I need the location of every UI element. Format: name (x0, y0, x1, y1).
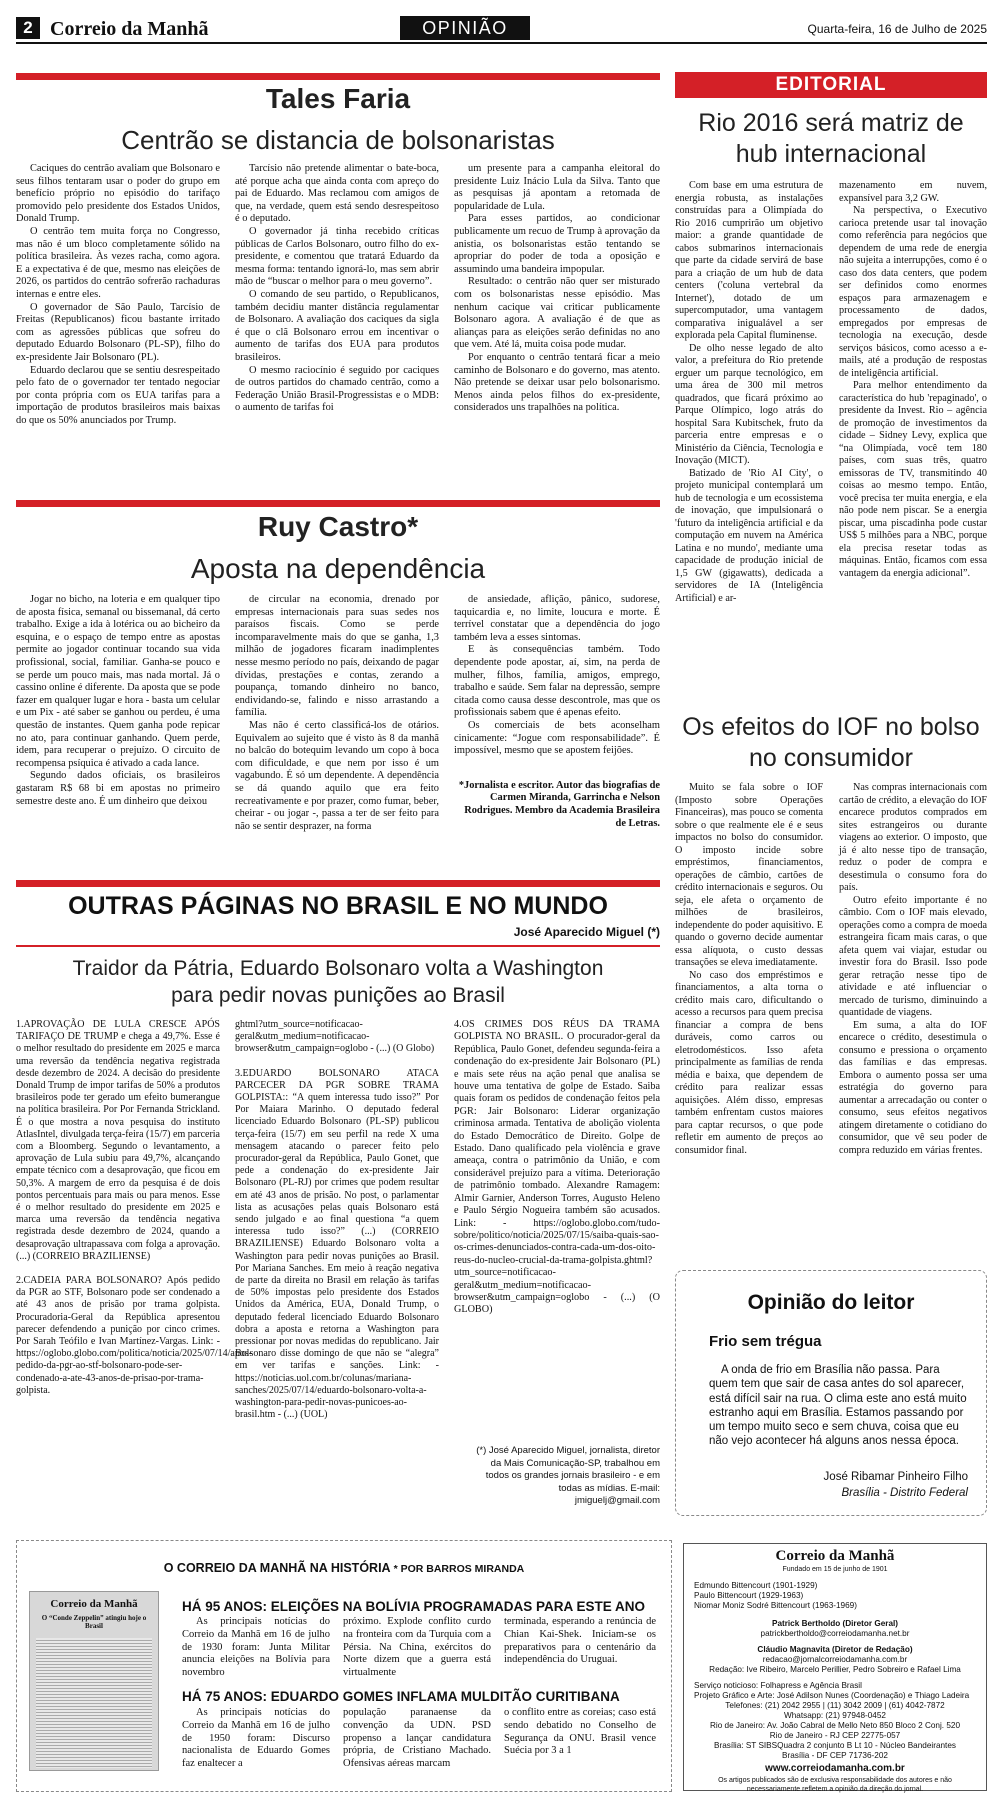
paragraph: Nas compras internacionais com cartão de crédito, a elevação do IOF encarece produtos comprados em sites estrangeiros ou durante viagens ao exterior. O imposto, que já é alto nesse tipo de transação, reduz o poder de compra e desestimula o consumo fora do país. (839, 782, 987, 893)
masthead-director: Patrick Bertholdo (Diretor Geral) (771, 1619, 899, 1628)
reader-opinion-box (675, 1270, 987, 1516)
masthead-email[interactable]: redacao@jornalcorreiodamanha.com.br (762, 1655, 908, 1664)
tales-col-1 (16, 163, 220, 427)
letter-body: A onda de frio em Brasília não passa. Para quem tem que sair de casa antes do sol aparecer, está difícil sair na rua. O clima este ano está muito estranho aqui em Brasília. Estamos passando por um tempo muito seco e sem chuva, coisa que eu não vejo acontecer há alguns anos nessa época. (709, 1364, 967, 1448)
letter-author: José Ribamar Pinheiro Filho (823, 1471, 968, 1483)
thumb-page-lines (36, 1638, 152, 1768)
ruy-col-1 (16, 594, 220, 808)
paragraph: Com base em uma estrutura de energia robusta, as instalações construídas para a Olimpíada do Rio 2016 cumprirão um objetivo maior: a grande quantidade de cabos submarinos internacionais que parte da cidade servirá de base para a criação de um hub de data centers ('coluna vertebral da Internet'), dotado de um supercomputador, uma vantagem comparativa inigualável a ser explorada pela Capital fluminense. (675, 180, 823, 341)
paragraph: No caso dos empréstimos e financiamentos, a alta torna o crédito mais caro, dificultando o acesso a recursos para quem precisa financiar a compra de bens duráveis, como carros ou eletrodomésticos. Isso afeta principalmente as famílias de renda média e baixa, que dependem de crédito para realizar essas aquisições. Além disso, empresas também enfrentam custos maiores para captar recursos, o que pode refletir em aumento de preços ao consumidor final. (675, 969, 823, 1156)
paragraph: Para melhor entendimento da característica do hub 'repaginado', o presidente da Invest. Rio – agência de promoção de investimentos da cidade – Sidney Levy, explica que “na Olimpíada, você tem 180 países, com suas três, quatro emissoras de TV, transmitindo 40 coisas ao mesmo tempo. Então, você precisa ter muita energia, e ela não pode nem piscar. Se a energia piscar, uma piscadinha pode custar US$ 5 milhões para a NBC, porque ela precisa resetar todas as máquinas. Então, ficamos com essa vantagem da energia adicional”. (839, 380, 987, 579)
history-para-2a: As principais notícias do Correio da Manhã em 16 de julho de 1950 foram: Discurso nacionalista de Eduardo Gomes faz enaltecer a (182, 1707, 330, 1770)
paragraph: 4.OS CRIMES DOS RÉUS DA TRAMA GOLPISTA NO BRASIL. O procurador-geral da República, Paulo Gonet, defendeu segunda-feira a condenação do ex-presidente Jair Bolsonaro (PL) e mais sete réus na ação penal que analisa se houve uma tentativa de golpe de Estado. Saiba quais foram os pedidos de condenação feitos pela PGR: Jair Bolsonaro: Liderar organização criminosa armada. Tentativa de abolição violenta do Estado Democrático de Direito. Golpe de Estado. Dano qualificado pela violência e grave ameaça, contra o patrimônio da União, e com considerável prejuízo para a vítima. Deterioração de patrimônio tombado. Alexandre Ramagem: Almir Garnier, Anderson Torres, Augusto Heleno e Paulo Sérgio Nogueira também são acusados. Link: - https://oglobo.globo.com/tudo-sobre/politico/noticia/2025/07/15/saiba-quais-sao-os-crimes-denunciados-contra-cada-um-dos-oito-reus-do-nucleo-crucial-da-trama-golpista.ghtml?utm_source=notificacao-geral&utm_medium=notificacao-browser&utm_campaign=oglobo - (...) (O GLOBO) (454, 1019, 660, 1316)
box-title: Opinião do leitor (747, 1291, 915, 1314)
divider-outras (16, 880, 660, 887)
paragraph: O governador já tinha recebido críticas públicas de Carlos Bolsonaro, outro filho do ex-presidente, e comentou que tratará Eduardo da mesma forma: tentando ignorá-lo, mas sem abrir mão de “buscar o melhor para o meu governo”. (235, 225, 439, 288)
editorial-col-1 (675, 180, 823, 605)
paragraph: Batizado de 'Rio AI City', o projeto municipal contemplará um hub de tecnologia e um ecossistema de inovação, que impulsionará o 'futuro da inteligência artificial e da computação em nuvem na América Latina e no mundo', mediante uma capacidade de produção inicial de 1,5 GW (gigawatts), dedicada a servidores de IA (Inteligência Artificial) e ar- (675, 467, 823, 604)
history-para-1c: terminada, esperando a renúncia de Chian Kai-Shek. Iniciam-se os preparativos para o centenário da independência do Uruguai. (504, 1616, 656, 1666)
paragraph: Na perspectiva, o Executivo carioca pretende usar tal inovação como referência para negócios que dependem de uma rede de energia não sujeita a interrupções, como é o caso dos data centers, que podem ser definidos como enormes espaços para armazenagem e processamento de dados, empregados por empresas de tecnologia na execução, desde serviços básicos, como acesso a e-mails, até a produção de respostas de inteligência artificial. (839, 205, 987, 379)
paragraph: De olho nesse legado de alto valor, a prefeitura do Rio pretende erguer um parque tecnológico, em uma área de 300 mil metros quadrados, que ficará próximo ao Parque Olímpico, logo atrás do hospital Sara Kubitschek, fruto da parceria entre empresas e o Ministério da Ciência, Tecnologia e Inovação (MICT). (675, 342, 823, 466)
article-title: Traidor da Pátria, Eduardo Bolsonaro volta a Washington para pedir novas punições ao Brasil (72, 957, 604, 1007)
iof-col-1 (675, 782, 823, 1157)
paragraph: Mas não é certo classificá-los de otários. Equivalem ao sujeito que é visto às 8 da manhã no balcão do botequim levando um copo à boca com dificuldade, e que nem por isso é um vagabundo. É só um dependente. A dependência se dá quando aquilo que era feito recreativamente e por prazer, como fumar, beber, cheirar - ou jogar -, passa a ter de ser feito para não se sentir desprazer, na forma (235, 719, 439, 832)
paragraph: mazenamento em nuvem, expansível para 3,2 GW. (839, 180, 987, 204)
history-para-1b: próximo. Explode conflito curdo na fronteira com da Turquia com a Pérsia. Na China, exércitos do Norte dizem que a guerra está virtualmente (343, 1616, 491, 1679)
masthead-disclaimer: Os artigos publicados são de exclusiva responsabilidade dos autores e não necessariamente refletem a opinião da direção do jornal. (718, 1777, 952, 1793)
paragraph: de ansiedade, aflição, pânico, sudorese, taquicardia e, no limite, loucura e morte. É terrível constatar que a dependência do jogo também leva a esses sintomas. (454, 594, 660, 643)
paragraph: Muito se fala sobre o IOF (Imposto sobre Operações Financeiras), mas pouco se comenta sobre o que realmente ele é e seus impactos no bolso do consumidor. O imposto incide sobre empréstimos, financiamentos, operações de câmbio, cartões de crédito internacionais e seguros. Ou seja, ele afeta o orçamento de milhões de brasileiros, independente do poder aquisitivo. E quando o governo decide aumentar essa alíquota, o custo dessas transações se eleva imediatamente. (675, 782, 823, 968)
masthead-founded: Fundado em 15 de junho de 1901 (782, 1566, 888, 1573)
paragraph: Resultado: o centrão não quer ser misturado com os bolsonaristas nesse episódio. Mas nenhum cacique vai criticar publicamente Bolsonaro agora. A avaliação é de que as alianças para as eleições serão definidas no ano que vem. Até lá, muita coisa pode mudar. (454, 276, 660, 351)
history-title: O CORREIO DA MANHÃ NA HISTÓRIA (163, 1561, 391, 1575)
iof-col-2 (839, 782, 987, 1157)
paragraph: um presente para a campanha eleitoral do presidente Luiz Inácio Lula da Silva. Tanto que as pesquisas já apontam a retomada de popularidade de Lula. (454, 163, 660, 212)
paragraph: Jogar no bicho, na loteria e em qualquer tipo de aposta física, semanal ou bissemanal, dá certo trabalho. Exige a ida à lotérica ou ao bicheiro da esquina, e o espaço de tempo entre as apostas permite ao jogador continuar tocando sua vida profissional, social, familiar. Ganha-se pouco e se perde um pouco mais, mas nada mortal. Já o cassino online é diferente. Da aposta que se pode fazer em qualquer lugar e hora - basta um celular e um Pix - até saber se ganhou ou perdeu, é uma questão de instantes. Quem ganha pode repicar no ato, para continuar ganhando. Quem perde, idem, para recuperar o prejuízo. O circuito de recompensa psíquica é ativado a cada lance. (16, 594, 220, 769)
masthead-founders (694, 1581, 986, 1611)
history-heading-2: HÁ 75 ANOS: EDUARDO GOMES INFLAMA MULDITÃO CURITIBANA (182, 1689, 620, 1704)
masthead-box (683, 1543, 987, 1791)
column-title: Aposta na dependência (190, 553, 486, 584)
masthead-website[interactable]: www.correiodamanha.com.br (765, 1763, 905, 1774)
history-para-2b: população paranaense da convenção da UDN. PSD propenso a lançar candidatura própria, de Cristiano Machado. Ofensivas aéreas marcam (343, 1707, 491, 1770)
masthead-whatsapp: Whatsapp: (21) 97948-0452 (784, 1711, 886, 1720)
paragraph: O mesmo raciocínio é seguido por caciques de outros partidos do chamado centrão, como a Federação União Brasil-Progressistas e o MDB: o aumento de tarifas foi (235, 364, 439, 414)
paragraph: Eduardo declarou que se sentiu desrespeitado pelo fato de o governador ter tentado negociar por conta própria com os EUA tarifas para a importação de produtos brasileiros mais baixas do que os 50% anunciados por Trump. (16, 364, 220, 426)
masthead-phones: Telefones: (21) 2042 2955 | (11) 3042 2009 | (61) 4042-7872 (725, 1701, 945, 1710)
ruy-col-3 (454, 594, 660, 830)
article-title: Os efeitos do IOF no bolso no consumidor (682, 713, 980, 772)
letter-title: Frio sem trégua (709, 1333, 822, 1350)
ruy-col-2 (235, 594, 439, 833)
divider-ruy (16, 500, 660, 507)
page-header (16, 16, 987, 44)
thumb-brand: Correio da Manhã (50, 1598, 138, 1610)
founder: Paulo Bittencourt (1929-1963) (694, 1591, 804, 1600)
outras-col-3 (454, 1019, 660, 1317)
editorial-col-2 (839, 180, 987, 580)
masthead-address: Brasília - DF CEP 71736-202 (782, 1751, 888, 1760)
paragraph: O comando de seu partido, o Republicanos, também decidiu manter distância regulamentar de Bolsonaro. A avaliação dos caciques da sigla é que o clã Bolsonaro errou em incentivar o aumento de tarifas dos EUA para produtos brasileiros. (235, 288, 439, 363)
masthead-brand: Correio da Manhã (775, 1548, 895, 1564)
masthead-email[interactable]: patrickbertholdo@correiodamanha.net.br (760, 1629, 910, 1638)
paragraph: O governador de São Paulo, Tarcísio de Freitas (Republicanos) ficou bastante irritado com as agressões públicas que sofreu do deputado Eduardo Bolsonaro (PL-SP), filho do ex-presidente Jair Bolsonaro (PL). (16, 301, 220, 363)
byline: José Aparecido Miguel (*) (513, 925, 660, 939)
history-para-2c: o conflito entre as coreias; caso está sendo debatido no Conselho de Segurança da ONU. Brasil vence Suécia por 3 a 1 (504, 1707, 656, 1757)
history-heading-1: HÁ 95 ANOS: ELEIÇÕES NA BOLÍVIA PROGRAMADAS PARA ESTE ANO (182, 1599, 646, 1614)
column-author: Ruy Castro* (257, 511, 419, 542)
masthead-design: Projeto Gráfico e Arte: José Adilson Nunes (Coordenação) e Thiago Ladeira (694, 1691, 970, 1700)
outras-col-1 (16, 1019, 253, 1397)
brand-logo: Correio da Manhã (50, 18, 209, 40)
paragraph: de circular na economia, drenado por empresas internacionais para suas sedes nos paraísos fiscais. Como se perde incomparavelmente mais do que se ganha, 1,3 milhão de jogadores ficaram inadimplentes nesse mesmo período no país, deixando de pagar dívidas, prestações e contas, zerando a poupança, tomando dinheiro no banco, endividando-se, falindo e nisso arrastando a família. (235, 594, 439, 719)
paragraph: Tarcísio não pretende alimentar o bate-boca, até porque acha que ainda conta com apreço do pai de Eduardo. Mas reclamou com amigos de que, na verdade, quem está sendo desrespeitoso é o deputado. (235, 163, 439, 225)
masthead-staff: Redação: Ive Ribeiro, Marcelo Perillier, Pedro Sobreiro e Rafael Lima (709, 1665, 961, 1674)
paragraph: 1.APROVAÇÃO DE LULA CRESCE APÓS TARIFAÇO DE TRUMP e chega a 49,7%. Esse é o melhor resultado do presidente em 2025 e marca uma reversão da tendência negativa registrada desde dezembro de 2024. A decisão do presidente Donald Trump de impor tarifas de 50% a produtos brasileiros pode ter gerado um efeito bumerangue na política brasileira. Por Por Fernanda Strickland. É o que mostra a nova pesquisa do instituto AtlasIntel, divulgada terça-feira (15/7) em parceria com a Bloomberg. Segundo o levantamento, a aprovação de Lula subiu para 49,7%, alcançando empate técnico com a desaprovação, que ficou em 50,3%. A margem de erro da pesquisa é de dois pontos percentuais para mais ou para menos. Esse é o melhor resultado do presidente em 2025 e marca uma reversão da tendência negativa registrada desde dezembro de 2024, quando a desaprovação ultrapassava com folga a aprovação. (...) (CORREIO BRAZILIENSE) (16, 1019, 220, 1262)
editorial-label: EDITORIAL (675, 72, 987, 98)
thumb-headline: O “Conde Zeppelin” atingiu hoje o Brasil (41, 1614, 147, 1630)
paragraph: Os comerciais de bets aconselham cinicamente: “Jogue com responsabilidade”. É impossível, mesmo que se apostem feijões. (454, 719, 660, 757)
masthead-services: Serviço noticioso: Folhapress e Agência Brasil (694, 1681, 862, 1690)
founder: Niomar Moniz Sodré Bittencourt (1963-1969) (694, 1601, 857, 1610)
paragraph: Outro efeito importante é no câmbio. Com o IOF mais elevado, operações como a compra de moeda estrangeira ficam mais caras, o que afeta quem vai viajar, estudar ou investir fora do Brasil. Isso pode gerar retração nesse tipo de atividade e até influenciar o mercado de turismo, diminuindo a quantidade de viagens. (839, 894, 987, 1018)
archive-thumbnail (29, 1591, 159, 1771)
divider-tales (16, 73, 660, 80)
masthead-address: Rio de Janeiro: Av. João Cabral de Mello Neto 850 Bloco 2 Conj. 520 (709, 1721, 961, 1730)
paragraph: E às consequências também. Todo dependente pode apostar, aí, sim, na perda de mulher, filhos, família, amigos, emprego, trabalho e saúde. Sem falar na depressão, sempre citada como causa desse descontrole, mas que os profissionais sabem que é apenas efeito. (454, 644, 660, 719)
outras-col-2 (235, 1019, 439, 1422)
column-title: Centrão se distancia de bolsonaristas (121, 125, 555, 155)
tales-col-2 (235, 163, 439, 415)
divider-line (16, 945, 660, 947)
paragraph: 3.EDUARDO BOLSONARO ATACA PARCECER DA PGR SOBRE TRAMA GOLPISTA:: “A quem interessa tudo isso?” Por Por Maiara Marinho. O deputado federal licenciado Eduardo Bolsonaro (PL-SP) publicou terça-feira (15/7) em seu perfil na rede X uma mensagem atacando o parecer feito pelo procurador-geral da República, Paulo Gonet, que pede a condenação do ex-presidente Jair Bolsonaro (PL-RJ) por crimes que podem resultar em até 43 anos de prisão. No post, o parlamentar lista as acusações pelas quais Bolsonaro está sendo julgado e ao final questiona “a quem interessa tudo isso?” (...) (CORREIO BRAZILIENSE) Eduardo Bolsonaro volta a Washington para pedir novas punições ao Brasil. Por Mariana Sanches. Em meio à reação negativa de parte da direita no Brasil em relação às tarifas de 50% impostas pelo presidente dos Estados Unidos da América, EUA, Donald Trump, o deputado federal licenciado Eduardo Bolsonaro dobra a aposta e retorna a Washington para pressionar por novas medidas do republicano. Jair Bolsonaro disse domingo de que não se “alegra” em ver tarifas e sanções. Link: - https://noticias.uol.com.br/colunas/mariana-sanches/2025/07/14/eduardo-bolsonaro-volta-a-washington-para-pedir-novas-punicoes-ao-brasil.htm - (...) (UOL) (235, 1067, 439, 1421)
history-para-1a: As principais notícias do Correio da Manhã em 16 de julho de 1930 foram: Junta Militar anuncia eleições na Bolívia para novembro (182, 1616, 330, 1679)
paragraph: Por enquanto o centrão tentará ficar a meio caminho de Bolsonaro e do governo, mas atento. Não pretende se deixar usar pelo bolsonarismo. Menos ainda pelos filhos do ex-presidente, considerados uns trapalhões na política. (454, 351, 660, 414)
section-label: OPINIÃO (400, 16, 530, 40)
issue-date: Quarta-feira, 16 de Julho de 2025 (807, 22, 987, 36)
editorial-title: Rio 2016 será matriz de hub internacional (698, 109, 964, 168)
masthead-address: Rio de Janeiro - RJ CEP 22775-057 (769, 1731, 901, 1740)
masthead-address: Brasília: ST SIBSQuadra 2 conjunto B Lt 10 - Núcleo Bandeirantes (714, 1741, 956, 1750)
letter-location: Brasília - Distrito Federal (841, 1487, 968, 1499)
history-title-row (17, 1561, 671, 1575)
page-number: 2 (16, 17, 40, 39)
history-byline: * POR BARROS MIRANDA (393, 1563, 525, 1575)
column-author: Tales Faria (265, 83, 411, 114)
paragraph: Em suma, a alta do IOF encarece o crédito, desestimula o consumo e pressiona o orçamento das famílias e das empresas. Embora o aumento possa ser uma estratégia do governo para aumentar a arrecadação ou conter o consumo, seus efeitos negativos atingem diretamente o cotidiano do consumidor, que vê seu poder de compra reduzido em várias frentes. (839, 1019, 987, 1156)
paragraph: 2.CADEIA PARA BOLSONARO? Após pedido da PGR ao STF, Bolsonaro pode ser condenado a até 43 anos de prisão por trama golpista. Procuradoria-Geral da República apresentou parecer defendendo a punição por cinco crimes. Por Sarah Teófilo e Ivan Martínez-Vargas. Link: - https://oglobo.globo.com/politica/noticia/2025/07/14/apos-pedido-da-pgr-ao-stf-bolsonaro-pode-ser-condenado-a-ate-43-anos-de-prisao-por-trama-golpista. (16, 1275, 253, 1396)
history-box (16, 1540, 672, 1792)
section-title: OUTRAS PÁGINAS NO BRASIL E NO MUNDO (68, 892, 608, 920)
paragraph: Para esses partidos, ao condicionar publicamente um recuo de Trump à aprovação da anistia, os bolsonaristas estão tentando se apropriar do poder de toda a oposição e assumindo uma bandeira impopular. (454, 213, 660, 275)
paragraph: Caciques do centrão avaliam que Bolsonaro e seus filhos tentaram usar o poder do grupo em benefício próprio no episódio do tarifaço promovido pelo presidente dos Estados Unidos, Donald Trump. (16, 163, 220, 225)
paragraph: O centrão tem muita força no Congresso, mas não é um bloco completamente sólido na política brasileira. Às vezes racha, como agora. E a expectativa é de que, mesmo nas eleições de 2026, os partidos do centrão sofrerão rachaduras internas e entre eles. (16, 225, 220, 300)
author-footnote: (*) José Aparecido Miguel, jornalista, diretor da Mais Comunicação-SP, trabalhou em todos os grandes jornais brasileiro - e em todas as mídias. E-mail: jmiguelj@gmail.com (476, 1445, 660, 1506)
masthead-director: Cláudio Magnavita (Diretor de Redação) (757, 1645, 913, 1654)
author-footnote: *Jornalista e escritor. Autor das biografias de Carmen Miranda, Garrincha e Nelson Rodrigues. Membro da Academia Brasileira de Letras. (458, 779, 660, 829)
paragraph: ghtml?utm_source=notificacao-geral&utm_medium=notificacao-browser&utm_campaign=oglobo - (...) (O Globo) (235, 1019, 435, 1055)
founder: Edmundo Bittencourt (1901-1929) (694, 1581, 818, 1590)
tales-col-3 (454, 163, 660, 415)
paragraph: Segundo dados oficiais, os brasileiros gastaram R$ 68 bi em apostas no primeiro semestre deste ano. É um dinheiro que deixou (16, 770, 220, 807)
